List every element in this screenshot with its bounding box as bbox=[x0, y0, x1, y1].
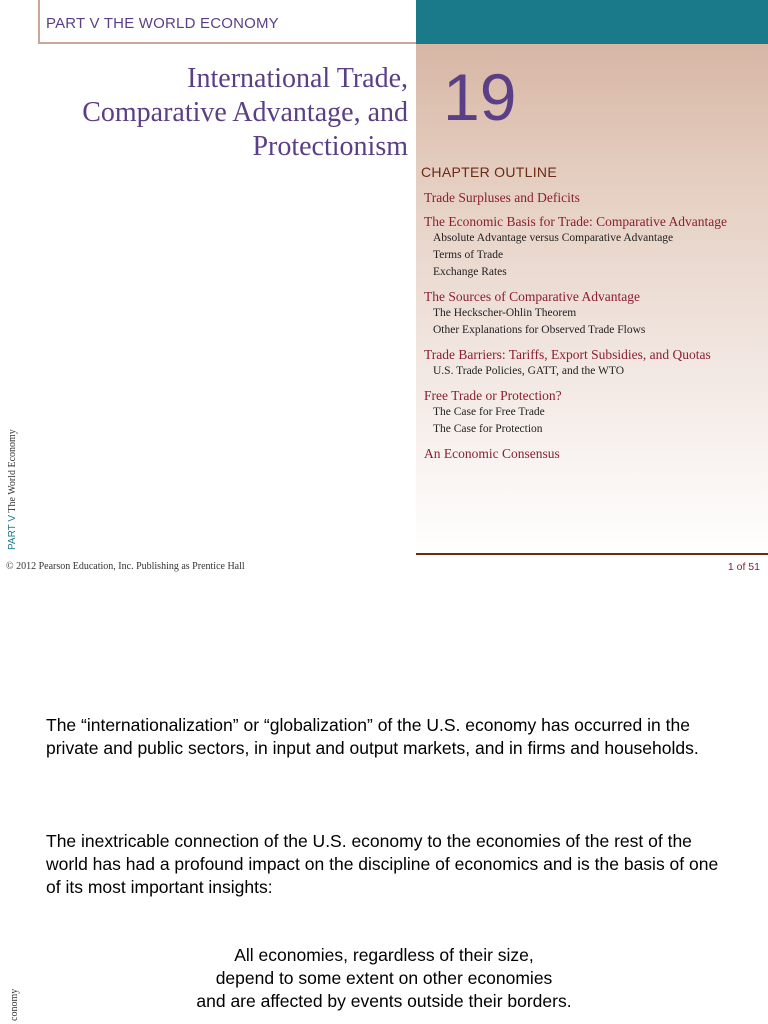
outline-section[interactable]: Free Trade or Protection? bbox=[424, 388, 562, 403]
chapter-title bbox=[8, 62, 408, 164]
slide-2 bbox=[0, 580, 768, 1024]
outline-section[interactable]: An Economic Consensus bbox=[424, 446, 560, 461]
side-label-part: PART V bbox=[7, 514, 18, 550]
chapter-title-line: Protectionism bbox=[252, 131, 408, 162]
outline-subsection[interactable]: The Case for Protection bbox=[433, 423, 543, 435]
copyright-notice: © 2012 Pearson Education, Inc. Publishing as Prentice Hall bbox=[6, 561, 245, 572]
chapter-outline bbox=[424, 189, 744, 462]
outline-subsection[interactable]: Exchange Rates bbox=[433, 266, 507, 278]
chapter-number: 19 bbox=[443, 60, 517, 134]
outline-subsection[interactable]: Absolute Advantage versus Comparative Advantage bbox=[433, 232, 674, 244]
chapter-title-line: International Trade, bbox=[187, 63, 408, 94]
side-section-label-fragment: conomy bbox=[9, 988, 20, 1021]
outline-subsection[interactable]: U.S. Trade Policies, GATT, and the WTO bbox=[433, 365, 625, 377]
quote-line: All economies, regardless of their size, bbox=[234, 945, 534, 965]
outline-section[interactable]: Trade Surpluses and Deficits bbox=[424, 190, 580, 205]
outline-subsection[interactable]: Terms of Trade bbox=[433, 249, 504, 261]
outline-subsection[interactable]: Other Explanations for Observed Trade Flows bbox=[433, 324, 646, 336]
outline-section[interactable]: The Economic Basis for Trade: Comparative Advantage bbox=[424, 214, 727, 229]
part-header: PART V THE WORLD ECONOMY bbox=[46, 15, 279, 32]
page-number: 1 of 51 bbox=[727, 561, 760, 573]
teal-banner bbox=[416, 0, 768, 44]
side-label-text: The World Economy bbox=[7, 429, 18, 513]
body-paragraph: The “internationalization” or “globalization” of the U.S. economy has occurred in the private and public sectors, in input and output markets, and in firms and households. bbox=[46, 715, 699, 758]
outline-subsection[interactable]: The Heckscher-Ohlin Theorem bbox=[433, 307, 577, 319]
header-rule-vertical bbox=[38, 0, 40, 44]
chapter-title-line: Comparative Advantage, and bbox=[82, 97, 408, 128]
outline-section[interactable]: The Sources of Comparative Advantage bbox=[424, 289, 640, 304]
outline-subsection[interactable]: The Case for Free Trade bbox=[433, 406, 545, 418]
outline-section[interactable]: Trade Barriers: Tariffs, Export Subsidies, and Quotas bbox=[424, 347, 711, 362]
body-paragraph: The inextricable connection of the U.S. economy to the economies of the rest of the world has had a profound impact on the discipline of economics and is the basis of one of its most important insights: bbox=[46, 831, 719, 897]
quote-line: depend to some extent on other economies bbox=[215, 968, 553, 988]
outline-heading: CHAPTER OUTLINE bbox=[421, 164, 557, 180]
footer-rule bbox=[416, 553, 768, 555]
side-section-label bbox=[7, 429, 18, 550]
key-insight-quote bbox=[0, 944, 768, 1013]
header-rule-horizontal bbox=[38, 42, 416, 44]
quote-line: and are affected by events outside their borders. bbox=[196, 991, 572, 1011]
